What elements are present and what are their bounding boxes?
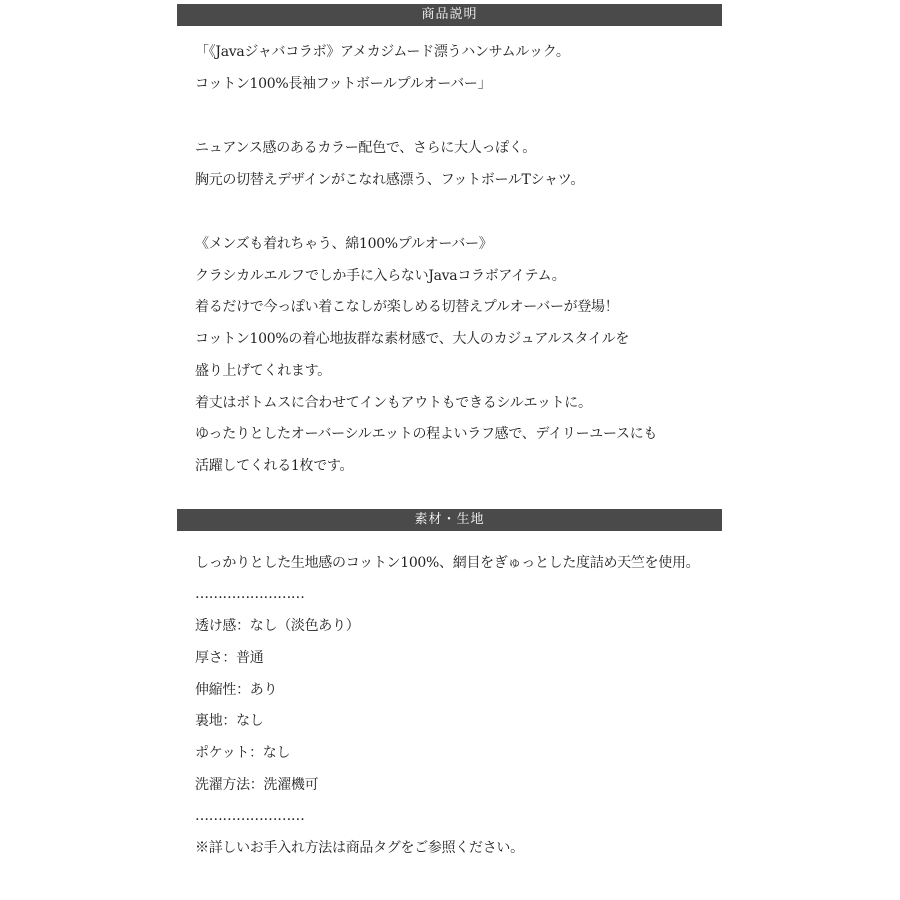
material-line: しっかりとした生地感のコットン100%、網目をぎゅっとした度詰め天竺を使用。 [195,555,700,571]
description-line: ゆったりとしたオーバーシルエットの程よいラフ感で、デイリーユースにも [195,426,658,442]
section-header-description: 商品説明 [177,4,722,26]
description-line: 着丈はボトムスに合わせてインもアウトもできるシルエットに。 [195,395,592,411]
description-line: クラシカルエルフでしか手に入らないJavaコラボアイテム。 [195,268,566,284]
description-line: コットン100%の着心地抜群な素材感で、大人のカジュアルスタイルを [195,331,630,347]
description-line: 活躍してくれる1枚です。 [195,458,354,474]
description-line: ニュアンス感のあるカラー配色で、さらに大人っぽく。 [195,140,536,156]
description-line: 着るだけで今っぽい着こなしが楽しめる切替えプルオーバーが登場！ [195,299,619,315]
material-divider: …………………… [195,586,305,602]
material-note: ※詳しいお手入れ方法は商品タグをご参照ください。 [195,840,524,856]
description-line: コットン100%長袖フットボールプルオーバー」 [195,76,492,92]
section-header-material: 素材・生地 [177,509,722,531]
material-line: 洗濯方法：洗濯機可 [195,777,319,793]
description-line: 《メンズも着れちゃう、綿100%プルオーバー》 [195,236,493,252]
description-line: 盛り上げてくれます。 [195,363,331,379]
material-line: 透け感：なし（淡色あり） [195,618,360,634]
material-line: 厚さ：普通 [195,650,264,666]
description-line: 「《Javaジャバコラボ》アメカジムード漂うハンサムルック。 [195,44,570,60]
material-divider: …………………… [195,808,305,824]
description-line: 胸元の切替えデザインがこなれ感漂う、フットボールTシャツ。 [195,172,585,188]
material-line: 伸縮性：あり [195,682,278,698]
material-line: ポケット：なし [195,745,291,761]
material-line: 裏地：なし [195,713,264,729]
